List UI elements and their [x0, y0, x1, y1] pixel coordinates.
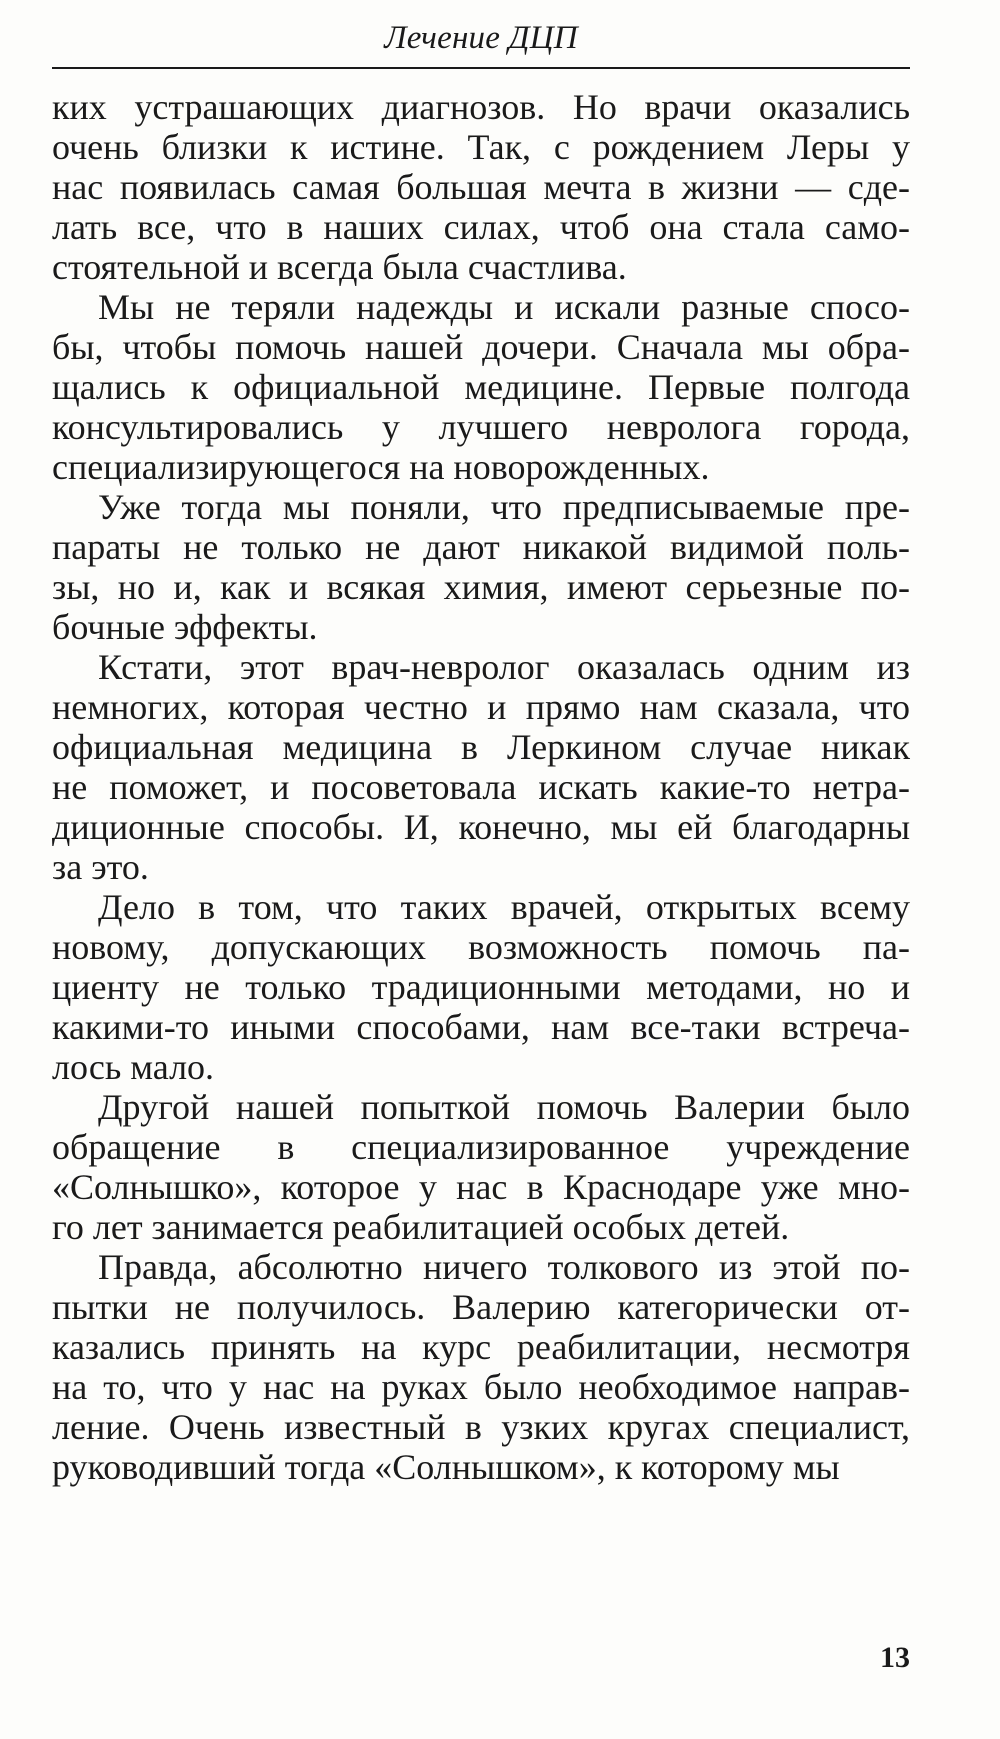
text-line: диционные способы. И, конечно, мы ей благодарны — [52, 807, 910, 847]
paragraph — [52, 1087, 910, 1247]
paragraph — [52, 487, 910, 647]
text-line: официальная медицина в Леркином случае никак — [52, 727, 910, 767]
text-line: Другой нашей попыткой помочь Валерии было — [98, 1087, 910, 1127]
text-line: ление. Очень известный в узких кругах специалист, — [52, 1407, 910, 1447]
text-line: стоятельной и всегда была счастлива. — [52, 247, 627, 287]
text-line: параты не только не дают никакой видимой поль- — [52, 527, 910, 567]
text-line: ких устрашающих диагнозов. Но врачи оказались — [52, 87, 910, 127]
text-line: консультировались у лучшего невролога города, — [52, 407, 910, 447]
text-line: циенту не только традиционными методами, но и — [52, 967, 910, 1007]
text-line: руководивший тогда «Солнышком», к которому мы — [52, 1447, 840, 1487]
text-line: го лет занимается реабилитацией особых детей. — [52, 1207, 790, 1247]
paragraph — [52, 287, 910, 487]
text-line: обращение в специализированное учреждение — [52, 1127, 910, 1167]
header-rule — [52, 67, 910, 69]
text-line: Мы не теряли надежды и искали разные спосо- — [98, 287, 910, 327]
text-line: Уже тогда мы поняли, что предписываемые пре- — [98, 487, 910, 527]
text-line: очень близки к истине. Так, с рождением Леры у — [52, 127, 910, 167]
page-number: 13 — [880, 1641, 910, 1674]
text-line: казались принять на курс реабилитации, несмотря — [52, 1327, 910, 1367]
text-line: не поможет, и посоветовала искать какие-то нетра- — [52, 767, 910, 807]
text-line: пытки не получилось. Валерию категорически от- — [52, 1287, 910, 1327]
text-line: «Солнышко», которое у нас в Краснодаре уже мно- — [52, 1167, 910, 1207]
text-line: бы, чтобы помочь нашей дочери. Сначала мы обра- — [52, 327, 910, 367]
book-page — [52, 0, 910, 1739]
text-line: лось мало. — [52, 1047, 215, 1087]
text-line: лать все, что в наших силах, чтоб она стала само- — [52, 207, 910, 247]
text-line: Дело в том, что таких врачей, открытых всему — [98, 887, 910, 927]
text-line: щались к официальной медицине. Первые полгода — [52, 367, 910, 407]
paragraph — [52, 87, 910, 287]
text-line: специализирующегося на новорожденных. — [52, 447, 710, 487]
body-text — [52, 87, 910, 1487]
text-line: на то, что у нас на руках было необходимое направ- — [52, 1367, 910, 1407]
text-line: новому, допускающих возможность помочь па- — [52, 927, 910, 967]
text-line: бочные эффекты. — [52, 607, 318, 647]
paragraph — [52, 887, 910, 1087]
text-line: зы, но и, как и всякая химия, имеют серьезные по- — [52, 567, 910, 607]
text-line: какими-то иными способами, нам все-таки встреча- — [52, 1007, 910, 1047]
paragraph — [52, 1247, 910, 1487]
text-line: Правда, абсолютно ничего толкового из этой по- — [98, 1247, 910, 1287]
running-head-title: Лечение ДЦП — [384, 20, 578, 56]
text-line: нас появилась самая большая мечта в жизни — сде- — [52, 167, 910, 207]
paragraph — [52, 647, 910, 887]
text-line: Кстати, этот врач-невролог оказалась одним из — [98, 647, 910, 687]
text-line: за это. — [52, 847, 149, 887]
text-line: немногих, которая честно и прямо нам сказала, что — [52, 687, 910, 727]
